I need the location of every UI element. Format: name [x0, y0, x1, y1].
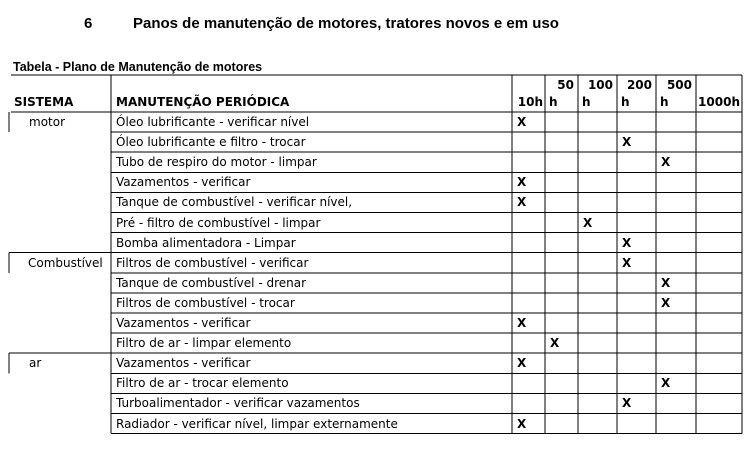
section-title: Panos de manutenção de motores, tratores novos e em uso	[133, 15, 559, 32]
interval-mark: X	[517, 356, 527, 371]
header-interval-bottom-0: 10h	[517, 95, 543, 109]
task-label: Óleo lubrificante e filtro - trocar	[116, 135, 306, 150]
interval-mark: X	[517, 195, 527, 210]
header-interval-top-2: 100	[587, 78, 613, 92]
task-label: Vazamentos - verificar	[116, 175, 251, 190]
system-label-0: motor	[29, 115, 66, 129]
task-label: Tanque de combustível - verificar nível,	[116, 195, 353, 210]
system-label-1: Combustível	[28, 255, 103, 270]
interval-mark: X	[661, 376, 671, 391]
interval-mark: X	[517, 316, 527, 330]
interval-mark: X	[661, 295, 671, 310]
interval-mark: X	[661, 155, 671, 170]
header-interval-bottom-1: h	[549, 95, 558, 109]
header-interval-bottom-5: 1000h	[698, 95, 740, 109]
task-label: Filtro de ar - trocar elemento	[116, 376, 289, 391]
task-label: Vazamentos - verificar	[116, 356, 251, 371]
interval-mark: X	[622, 396, 632, 411]
header-interval-bottom-3: h	[621, 95, 630, 109]
header-interval-bottom-4: h	[660, 95, 669, 109]
task-label: Radiador - verificar nível, limpar externamente	[116, 416, 398, 431]
interval-mark: X	[622, 255, 632, 270]
task-label: Turboalimentador - verificar vazamentos	[116, 396, 360, 411]
table-caption: Tabela - Plano de Manutenção de motores	[13, 60, 263, 74]
task-label: Filtros de combustível - verificar	[116, 255, 309, 270]
interval-mark: X	[622, 235, 632, 250]
task-label: Pré - filtro de combustível - limpar	[116, 215, 321, 230]
interval-mark: X	[622, 135, 632, 150]
task-label: Tubo de respiro do motor - limpar	[116, 155, 317, 170]
header-interval-top-1: 50	[557, 78, 574, 92]
task-label: Vazamentos - verificar	[116, 316, 251, 330]
header-system: SISTEMA	[14, 95, 74, 109]
task-label: Filtro de ar - limpar elemento	[116, 336, 292, 351]
header-maintenance: MANUTENÇÃO PERIÓDICA	[116, 95, 290, 109]
section-number: 6	[84, 15, 93, 32]
interval-mark: X	[517, 416, 527, 431]
header-interval-top-4: 500	[666, 78, 692, 92]
system-label-2: ar	[29, 356, 42, 371]
interval-mark: X	[583, 215, 593, 230]
task-label: Filtros de combustível - trocar	[116, 295, 295, 310]
interval-mark: X	[550, 336, 560, 351]
task-label: Óleo lubrificante - verificar nível	[116, 115, 310, 129]
task-label: Tanque de combustível - drenar	[116, 275, 307, 290]
interval-mark: X	[661, 275, 671, 290]
interval-mark: X	[517, 175, 527, 190]
interval-mark: X	[517, 115, 527, 129]
header-interval-bottom-2: h	[582, 95, 591, 109]
task-label: Bomba alimentadora - Limpar	[116, 235, 296, 250]
header-interval-top-3: 200	[626, 78, 652, 92]
